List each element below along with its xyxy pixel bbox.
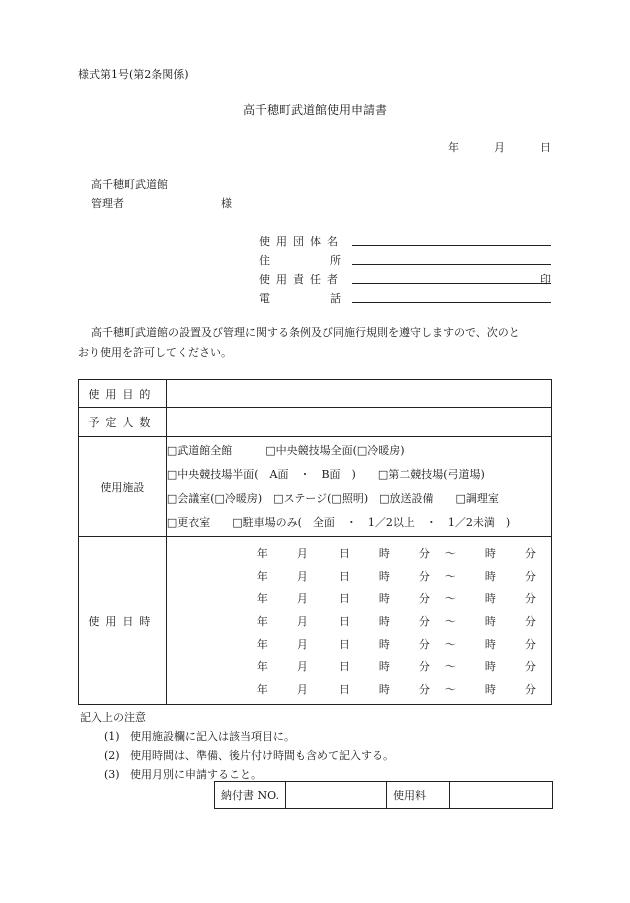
note-text: 使用月別に申請すること。	[130, 768, 262, 781]
responsible-label: 使用責任者	[259, 273, 344, 286]
application-table	[78, 379, 552, 705]
datetime-entry-row[interactable]	[167, 636, 551, 659]
datetime-unit-minute: 分	[418, 569, 430, 583]
datetime-unit-hour2: 時	[484, 592, 496, 606]
datetime-unit-minute: 分	[418, 615, 430, 629]
address-field[interactable]	[352, 264, 551, 265]
fee-label: 使用料	[387, 782, 450, 809]
datetime-unit-month: 月	[296, 592, 308, 606]
phone-field[interactable]	[352, 302, 551, 303]
notes-heading: 記入上の注意	[80, 711, 146, 724]
datetime-unit-day: 日	[338, 683, 350, 697]
facility-label: 使用施設	[79, 437, 167, 537]
address-label-a: 住	[259, 254, 270, 267]
datetime-unit-minute2: 分	[524, 547, 536, 560]
datetime-unit-hour: 時	[378, 569, 390, 583]
datetime-unit-minute: 分	[418, 660, 430, 674]
note-item	[104, 727, 394, 746]
note-num: (3)	[104, 768, 120, 781]
datetime-unit-hour: 時	[378, 637, 390, 651]
datetime-unit-hour2: 時	[484, 683, 496, 697]
datetime-unit-minute: 分	[418, 637, 430, 651]
purpose-row	[79, 380, 552, 408]
note-text: 使用施設欄に記入は該当項目に。	[130, 730, 295, 743]
datetime-entry-row[interactable]	[167, 545, 551, 568]
date-day-label: 日	[540, 141, 551, 154]
facility-line-2[interactable]: □中央競技場半面( A面 ・ B面 ) □第二競技場(弓道場)	[166, 467, 485, 481]
datetime-unit-year: 年	[256, 683, 268, 697]
addressee-honorific: 様	[221, 197, 232, 210]
datetime-unit-minute: 分	[418, 547, 430, 560]
note-item	[104, 746, 394, 765]
datetime-unit-hour: 時	[378, 592, 390, 606]
form-number: 様式第1号(第2条関係)	[78, 68, 189, 81]
facility-line-1[interactable]: □武道館全館 □中央競技場全面(□冷暖房)	[166, 443, 405, 457]
datetime-entry-row[interactable]	[167, 568, 551, 591]
datetime-unit-hour: 時	[378, 615, 390, 629]
datetime-unit-hour2: 時	[484, 547, 496, 560]
datetime-unit-hour: 時	[378, 660, 390, 674]
group-name-label: 使用団体名	[259, 235, 344, 248]
datetime-unit-day: 日	[338, 592, 350, 606]
datetime-unit-year: 年	[256, 615, 268, 629]
purpose-field[interactable]	[166, 380, 551, 408]
addressee-facility: 高千穂町武道館	[91, 178, 168, 191]
facility-options	[166, 437, 551, 537]
datetime-grid	[166, 537, 551, 705]
datetime-unit-tilde: ～	[444, 569, 456, 583]
fee-box	[214, 781, 553, 809]
datetime-unit-tilde: ～	[444, 615, 456, 629]
datetime-unit-minute2: 分	[524, 683, 536, 697]
datetime-unit-tilde: ～	[444, 637, 456, 651]
body-text-line1: 高千穂町武道館の設置及び管理に関する条例及び同施行規則を遵守しますので、次のと	[91, 326, 520, 339]
datetime-unit-tilde: ～	[444, 683, 456, 697]
page-title: 高千穂町武道館使用申請書	[242, 103, 387, 117]
datetime-unit-minute2: 分	[524, 569, 536, 583]
datetime-unit-hour2: 時	[484, 615, 496, 629]
datetime-unit-tilde: ～	[444, 547, 456, 560]
people-row	[79, 408, 552, 437]
datetime-unit-hour2: 時	[484, 637, 496, 651]
date-month-label: 月	[494, 141, 505, 154]
datetime-unit-minute2: 分	[524, 615, 536, 629]
datetime-unit-minute: 分	[418, 592, 430, 606]
receipt-no-field[interactable]	[286, 782, 387, 809]
addressee-manager: 管理者	[91, 197, 124, 210]
people-label: 予定人数	[79, 408, 167, 437]
note-num: (1)	[104, 730, 120, 743]
datetime-unit-month: 月	[296, 660, 308, 674]
datetime-label: 使用日時	[79, 537, 167, 705]
datetime-unit-day: 日	[338, 615, 350, 629]
datetime-unit-minute2: 分	[524, 660, 536, 674]
datetime-unit-tilde: ～	[444, 660, 456, 674]
seal-mark: 印	[540, 273, 551, 286]
datetime-entry-row[interactable]	[167, 613, 551, 636]
datetime-unit-minute2: 分	[524, 592, 536, 606]
responsible-field[interactable]	[352, 283, 551, 284]
datetime-unit-hour2: 時	[484, 569, 496, 583]
fee-field[interactable]	[450, 782, 553, 809]
notes	[80, 708, 394, 784]
purpose-label: 使用目的	[79, 380, 167, 408]
datetime-unit-year: 年	[256, 660, 268, 674]
body-text-line2: おり使用を許可してください。	[78, 346, 232, 359]
group-name-field[interactable]	[352, 245, 551, 246]
datetime-unit-month: 月	[296, 547, 308, 560]
datetime-entry-row[interactable]	[167, 658, 551, 681]
datetime-unit-month: 月	[296, 615, 308, 629]
datetime-unit-month: 月	[296, 569, 308, 583]
note-text: 使用時間は、準備、後片付け時間も含めて記入する。	[130, 749, 394, 762]
datetime-unit-month: 月	[296, 637, 308, 651]
datetime-unit-day: 日	[338, 637, 350, 651]
facility-line-4[interactable]: □更衣室 □駐車場のみ( 全面 ・ 1／2以上 ・ 1／2未満 )	[166, 515, 511, 529]
datetime-unit-minute: 分	[418, 683, 430, 697]
datetime-unit-tilde: ～	[444, 592, 456, 606]
receipt-no-label: 納付書 NO.	[215, 782, 286, 809]
datetime-row	[79, 537, 552, 705]
phone-label-a: 電	[259, 292, 270, 305]
datetime-entry-row[interactable]	[167, 681, 551, 704]
datetime-unit-year: 年	[256, 547, 268, 560]
datetime-unit-month: 月	[296, 683, 308, 697]
datetime-unit-day: 日	[338, 660, 350, 674]
phone-label-b: 話	[330, 292, 341, 305]
datetime-unit-day: 日	[338, 547, 350, 560]
address-label-b: 所	[330, 254, 341, 267]
date-year-label: 年	[448, 141, 459, 154]
datetime-unit-year: 年	[256, 637, 268, 651]
datetime-unit-hour: 時	[378, 683, 390, 697]
datetime-entry-row[interactable]	[167, 590, 551, 613]
datetime-unit-minute2: 分	[524, 637, 536, 651]
note-num: (2)	[104, 749, 120, 762]
facility-line-3[interactable]: □会議室(□冷暖房) □ステージ(□照明) □放送設備 □調理室	[166, 491, 499, 505]
datetime-unit-hour2: 時	[484, 660, 496, 674]
datetime-unit-year: 年	[256, 569, 268, 583]
datetime-unit-day: 日	[338, 569, 350, 583]
facility-row	[79, 437, 552, 537]
people-field[interactable]	[166, 408, 551, 437]
datetime-unit-hour: 時	[378, 547, 390, 560]
datetime-unit-year: 年	[256, 592, 268, 606]
